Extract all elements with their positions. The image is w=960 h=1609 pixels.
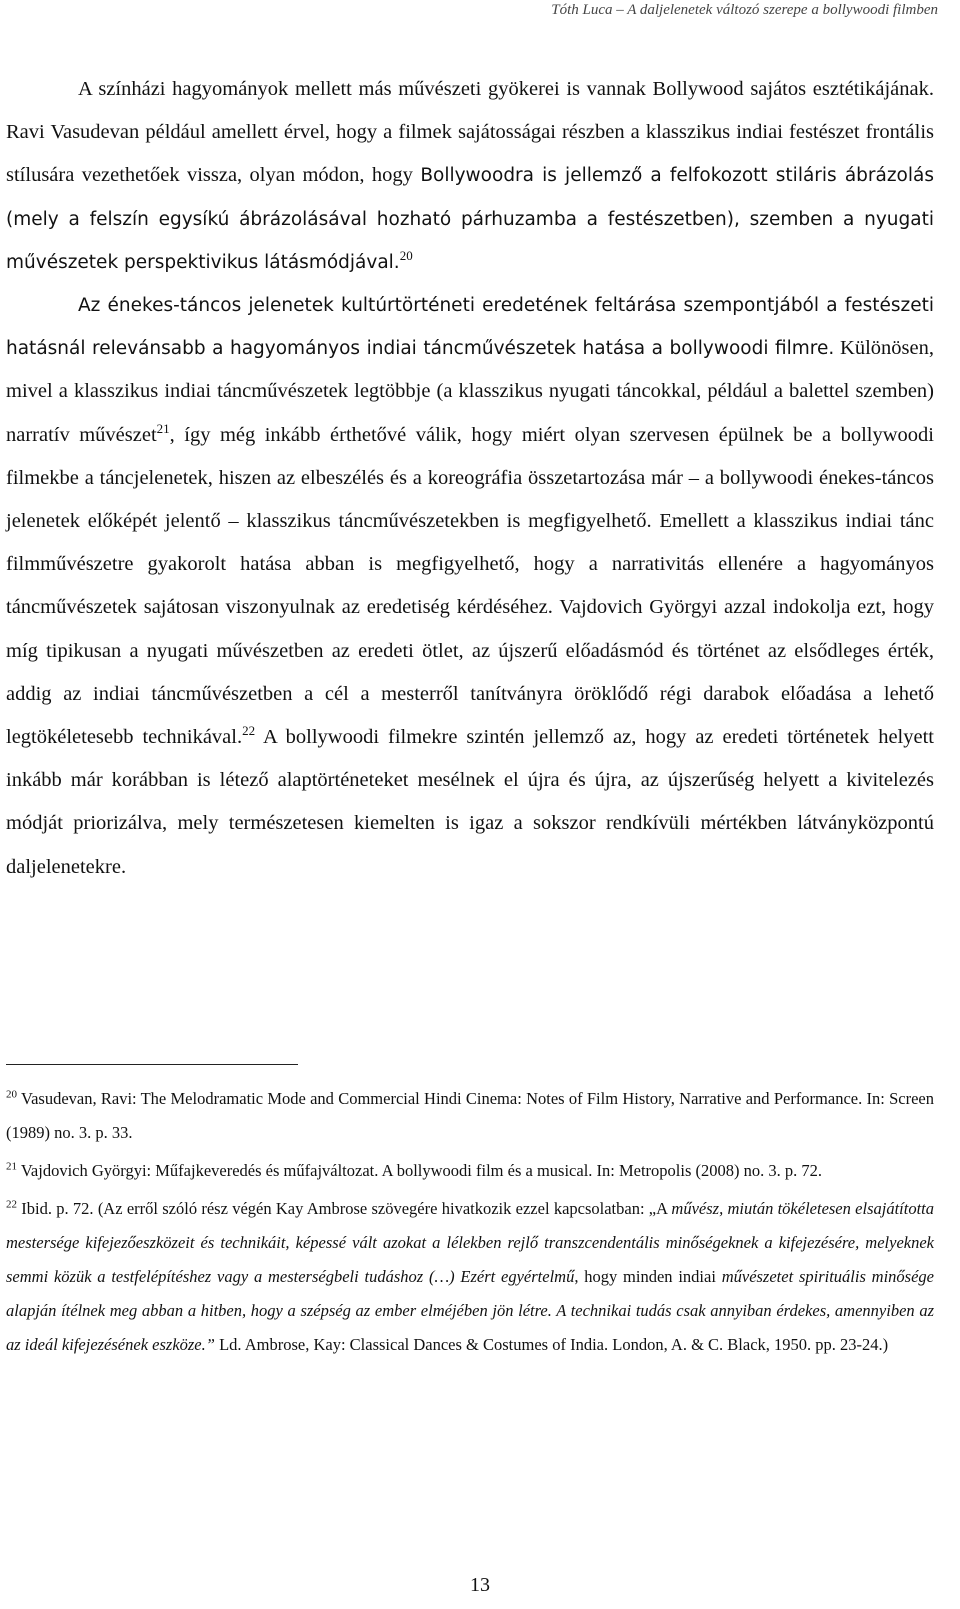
footnote-number-22: 22 (6, 1198, 17, 1211)
paragraph-2-text-b: Különösen, mivel a klasszikus indiai táncművészetek legtöbbje (a klasszikus nyugati táncokkal, például a balettel szemben) narratív művészet (6, 337, 935, 446)
paragraph-1-text-b: Bollywoodra is jellemző a felfokozott stiláris ábrázolás (mely a felszín egysíkú ábrázolásával hozható párhuzamba a festészetben), szemben a nyugati művészetek perspektivikus látásmódjával. (6, 165, 934, 273)
footnote-ref-21[interactable]: 21 (156, 420, 170, 436)
footnote-number-20: 20 (6, 1088, 17, 1101)
running-header: Tóth Luca – A daljelenetek változó szerepe a bollywoodi filmben (551, 2, 938, 18)
footnote-21-text: Vajdovich Györgyi: Műfajkeveredés és műfajváltozat. A bollywoodi film és a musical. In: Metropolis (2008) no. 3. p. 72. (20, 1161, 823, 1180)
footnote-21 (6, 1154, 934, 1188)
paragraph-1-text-a: A színházi hagyományok mellett más művészeti gyökerei is vannak Bollywood sajátos esztétikájának. Ravi Vasudevan például amellett érvel, hogy a filmek sajátosságai részben a klasszikus indiai festészet frontális stílusára vezethetőek vissza, olyan módon, hogy (6, 78, 934, 187)
main-text (6, 68, 934, 889)
footnote-number-21: 21 (6, 1160, 17, 1173)
footnote-22-quote-b: művészetet spirituális minősége alapján ítélnek meg abban a hitben, hogy a szépség az ember elméjében jön létre. A technikai tudás csak annyiban érdekes, amennyiben az az ideál kifejezésének eszköze.” (6, 1267, 935, 1354)
paragraph-1 (6, 68, 934, 284)
paragraph-2-text-d: A bollywoodi filmekre szintén jellemző az, hogy az eredeti történetek helyett inkább már korábban is létező alaptörténeteket mesélnek el újra és újra, az újszerűség helyett a kivitelezés módját priorizálva, mely természetesen kiemelten is igaz a sokszor rendkívüli mértékben látványközpontú daljelenetekre. (6, 726, 934, 878)
footnote-ref-22[interactable]: 22 (242, 723, 256, 739)
footnote-22-quote-a: művész, miután tökéletesen elsajátította mestersége kifejezőeszközeit és technikáit, képessé vált azokat a lélekben rejlő transzcendentális minőségeknek a kifejezésére, melyeknek semmi közük a testfelépítéshez vagy a mesterségbeli tudáshoz (…) Ezért egyértelmű (6, 1199, 934, 1286)
footnote-22 (6, 1192, 934, 1362)
footnote-separator (6, 1064, 298, 1065)
footnote-22-text-e: Ld. Ambrose, Kay: Classical Dances & Costumes of India. London, A. & C. Black, 1950. pp. 23-24.) (214, 1335, 889, 1354)
footnote-20-text: Vasudevan, Ravi: The Melodramatic Mode and Commercial Hindi Cinema: Notes of Film History, Narrative and Performance. In: Screen (1989) no. 3. p. 33. (6, 1089, 935, 1142)
paragraph-2 (6, 284, 934, 889)
footnotes (6, 1082, 934, 1366)
footnote-ref-20[interactable]: 20 (399, 247, 413, 263)
footnote-22-text-a: Ibid. p. 72. (Az erről szóló rész végén Kay Ambrose szövegére hivatkozik ezzel kapcsolatban: „A (21, 1199, 672, 1218)
footnote-20 (6, 1082, 934, 1150)
page-number: 13 (470, 1574, 490, 1596)
paragraph-2-text-c: , így még inkább érthetővé válik, hogy miért olyan szervesen épülnek be a bollywoodi filmekbe a táncjelenetek, hiszen az elbeszélés és a koreográfia összetartozása már – a bollywoodi énekes-táncos jelenetek előképét jelentő – klasszikus táncművészetekben is megfigyelhető. Emellett a klasszikus indiai tánc filmművészetre gyakorolt hatása abban is megfigyelhető, hogy a narrativitás ellenére a hagyományos táncművészetek sajátosan viszonyulnak az eredetiség kérdéséhez. Vajdovich Györgyi azzal indokolja ezt, hogy míg tipikusan a nyugati művészetben az eredeti ötlet, az újszerű előadásmód és történet az elsődleges érték, addig az indiai táncművészetben a cél a mesterről tanítványra öröklődő régi darabok előadása a lehető legtökéletesebb technikával. (6, 423, 934, 749)
paragraph-2-text-a: Az énekes-táncos jelenetek kultúrtörténeti eredetének feltárása szempontjából a festészeti hatásnál relevánsabb a hagyományos indiai táncművészetek hatása a bollywoodi filmre. (6, 295, 934, 360)
footnote-22-text-c: , hogy minden indiai (574, 1267, 722, 1286)
